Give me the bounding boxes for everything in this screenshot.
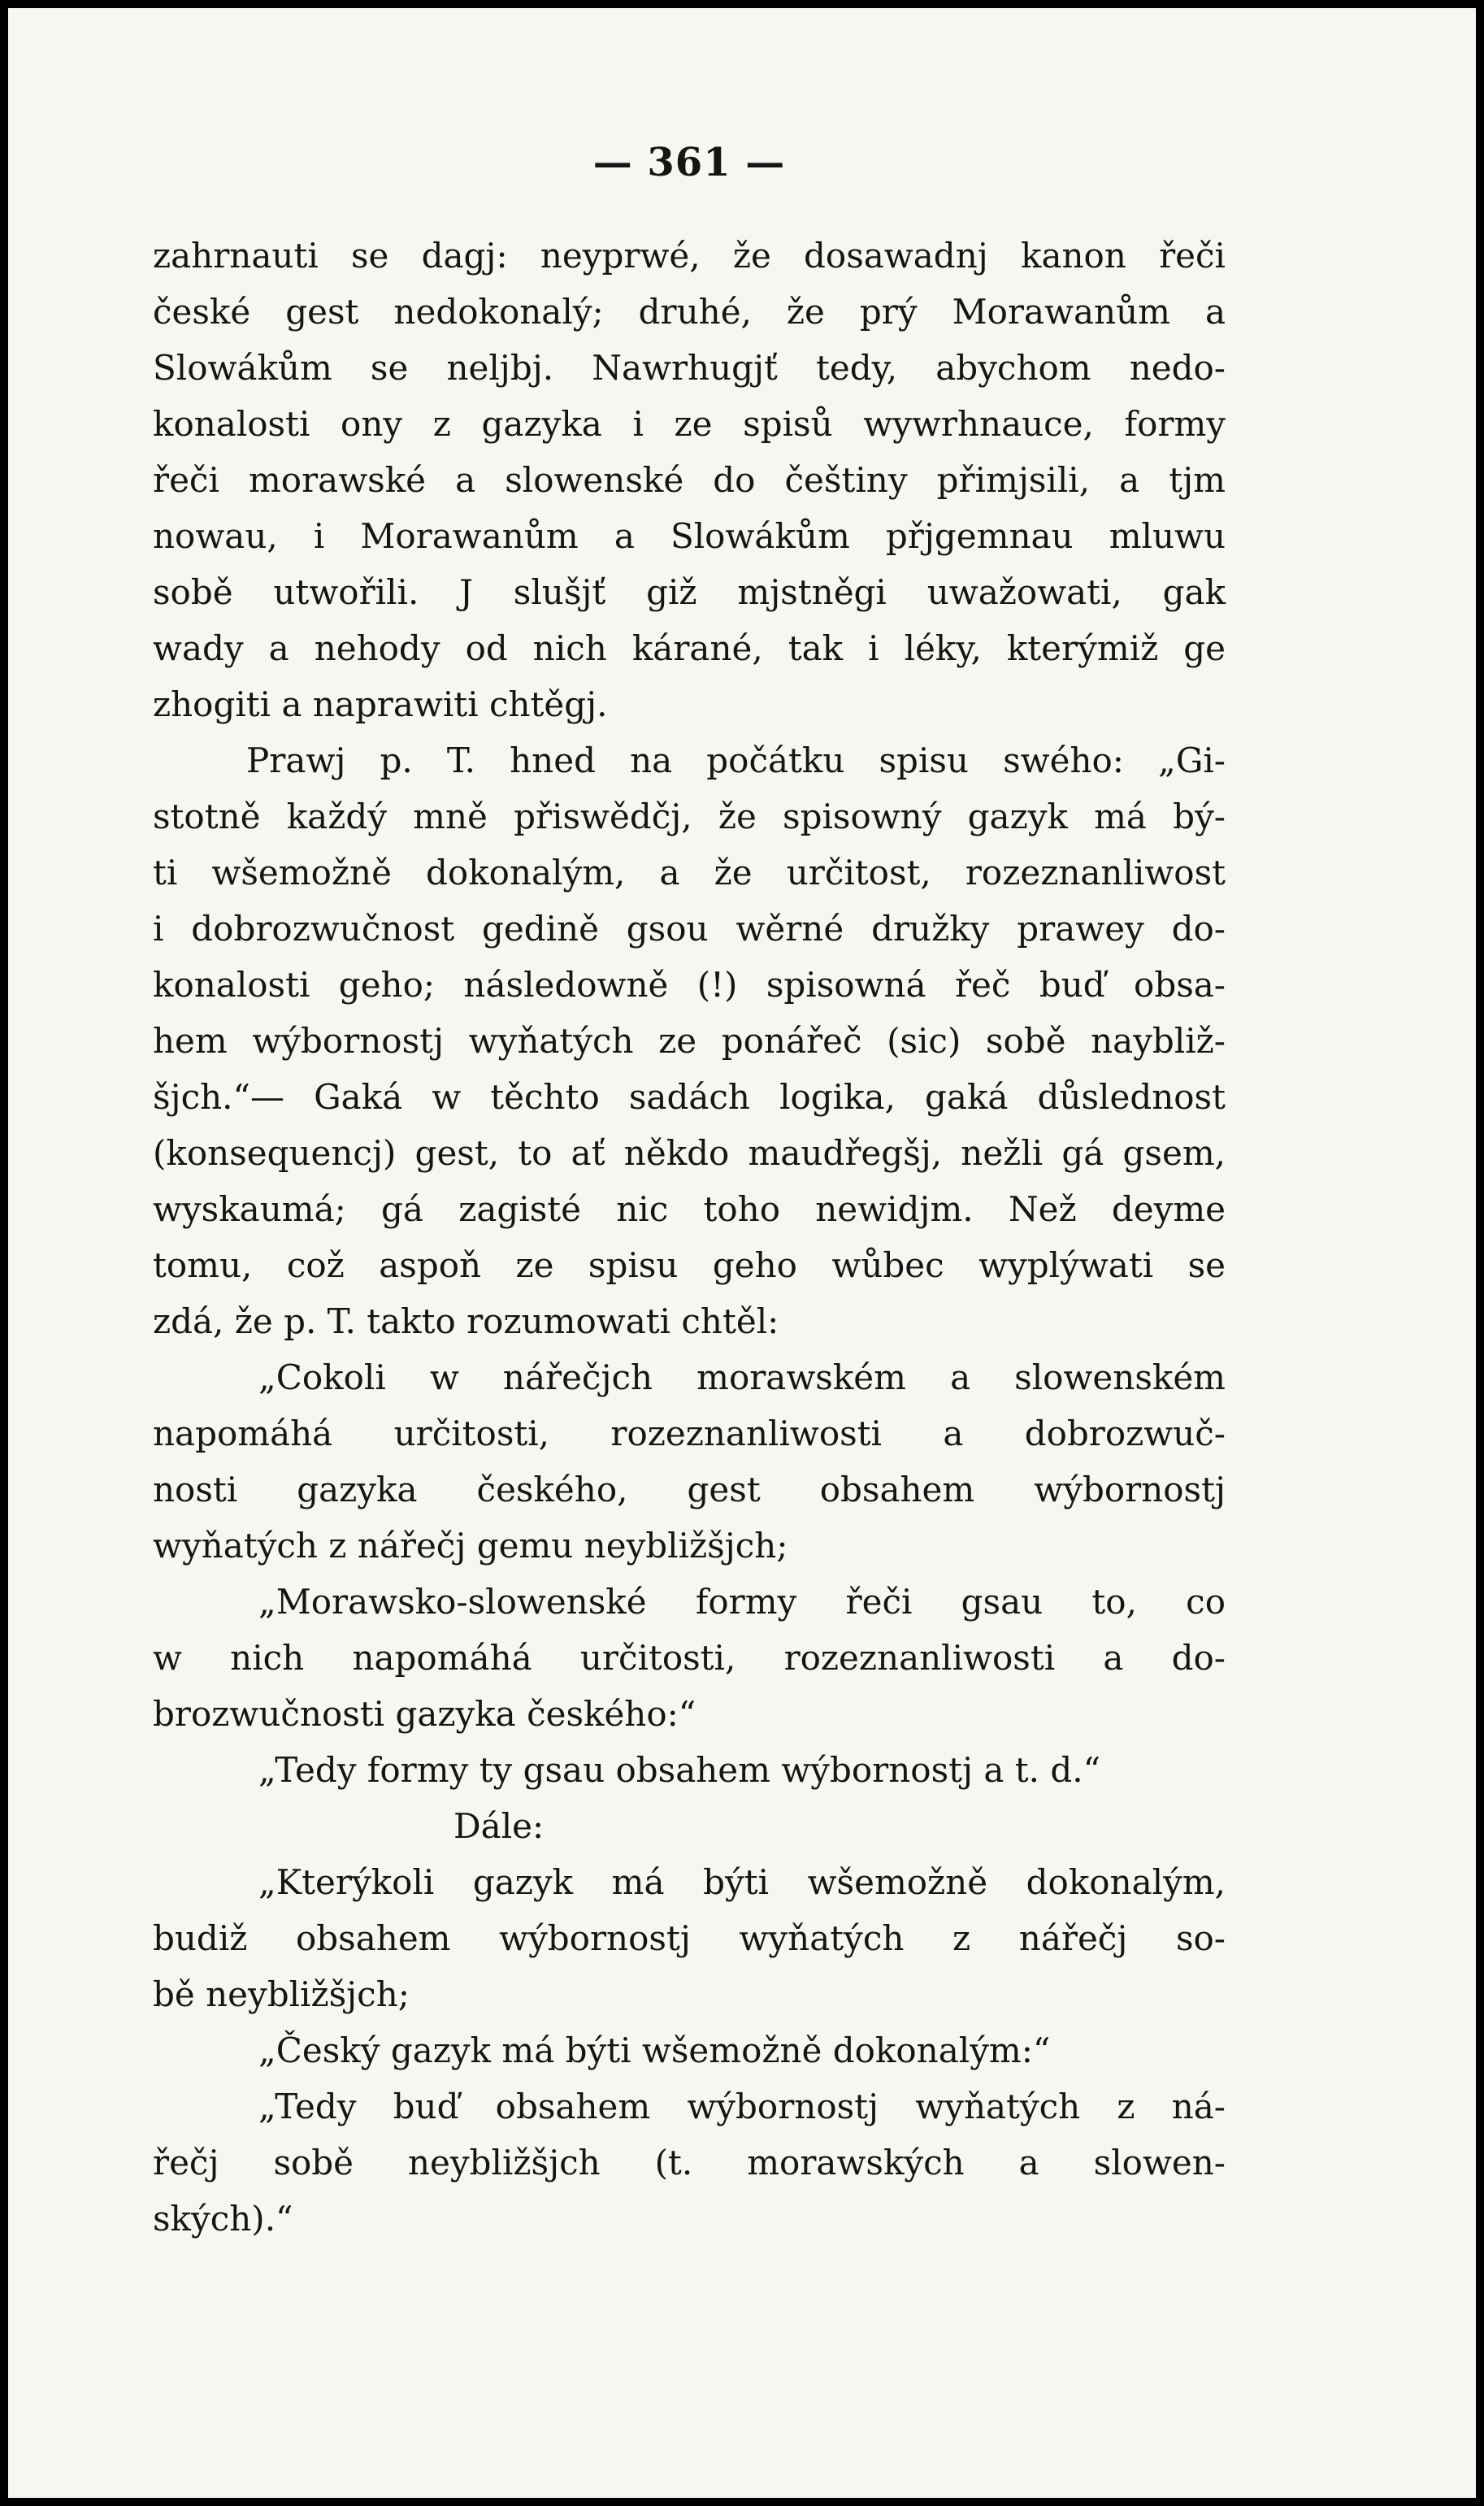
- text-line-20: zdá, že p. T. takto rozumowati chtěl:: [153, 1301, 779, 1341]
- text-line-18: wyskaumá; gá zagisté nic toho newidjm. Než deyme: [153, 1189, 1226, 1229]
- text-line-09: zhogiti a naprawiti chtěgj.: [153, 684, 608, 724]
- text-line-26: w nich napomáhá určitosti, rozeznanliwosti a do-: [153, 1638, 1226, 1678]
- text-line-30: „Kterýkoli gazyk má býti wšemožně dokonalým,: [258, 1862, 1226, 1902]
- text-line-19: tomu, což aspoň ze spisu geho wůbec wyplýwati se: [153, 1245, 1226, 1285]
- text-line-35: řečj sobě neybližšjch (t. morawských a slowen-: [153, 2143, 1226, 2182]
- text-line-02: české gest nedokonalý; druhé, že prý Morawanům a: [153, 292, 1226, 332]
- text-line-29: Dále:: [453, 1806, 545, 1846]
- text-block: [153, 138, 1226, 2247]
- text-line-15: hem wýbornostj wyňatých ze ponářeč (sic) sobě naybliž-: [153, 1021, 1226, 1061]
- text-line-33: „Český gazyk má býti wšemožně dokonalým:“: [258, 2030, 1051, 2070]
- text-line-36: ských).“: [153, 2199, 293, 2239]
- book-page: [8, 8, 1476, 2498]
- text-line-11: stotně každý mně přiswědčj, že spisowný gazyk má bý-: [153, 797, 1226, 836]
- text-line-34: „Tedy buď obsahem wýbornostj wyňatých z ná-: [258, 2087, 1226, 2126]
- text-line-31: budiž obsahem wýbornostj wyňatých z nářečj so-: [153, 1918, 1226, 1958]
- text-line-21: „Cokoli w nářečjch morawském a slowenském: [258, 1357, 1226, 1397]
- text-line-17: (konsequencj) gest, to ať někdo maudřegšj, nežli gá gsem,: [153, 1133, 1226, 1173]
- text-line-27: brozwučnosti gazyka českého:“: [153, 1694, 696, 1734]
- text-line-23: nosti gazyka českého, gest obsahem wýbornostj: [153, 1470, 1226, 1509]
- text-line-13: i dobrozwučnost gedině gsou wěrné družky prawey do-: [153, 909, 1226, 949]
- page-number: — 361 —: [592, 140, 786, 185]
- text-line-14: konalosti geho; následowně (!) spisowná řeč buď obsa-: [153, 965, 1226, 1005]
- text-line-28: „Tedy formy ty gsau obsahem wýbornostj a t. d.“: [258, 1750, 1101, 1790]
- text-line-03: Slowákům se neljbj. Nawrhugjť tedy, abychom nedo-: [153, 348, 1226, 388]
- text-line-32: bě neybližšjch;: [153, 1974, 410, 2014]
- text-line-04: konalosti ony z gazyka i ze spisů wywrhnauce, formy: [153, 404, 1226, 444]
- text-line-05: řeči morawské a slowenské do češtiny přimjsili, a tjm: [153, 460, 1226, 500]
- text-line-25: „Morawsko-slowenské formy řeči gsau to, co: [258, 1582, 1226, 1622]
- text-line-10: Prawj p. T. hned na počátku spisu swého: „Gi-: [246, 741, 1226, 780]
- text-line-16: šjch.“— Gaká w těchto sadách logika, gaká důslednost: [153, 1077, 1226, 1117]
- text-line-12: ti wšemožně dokonalým, a že určitost, rozeznanliwost: [153, 853, 1226, 893]
- text-line-24: wyňatých z nářečj gemu neybližšjch;: [153, 1526, 788, 1566]
- text-line-06: nowau, i Morawanům a Slowákům přjgemnau mluwu: [153, 516, 1226, 556]
- text-line-08: wady a nehody od nich kárané, tak i léky, kterýmiž ge: [153, 628, 1226, 668]
- text-line-07: sobě utwořili. J slušjť giž mjstněgi uwažowati, gak: [153, 572, 1226, 612]
- text-line-01: zahrnauti se dagj: neyprwé, že dosawadnj kanon řeči: [153, 236, 1226, 276]
- text-line-22: napomáhá určitosti, rozeznanliwosti a dobrozwuč-: [153, 1414, 1226, 1453]
